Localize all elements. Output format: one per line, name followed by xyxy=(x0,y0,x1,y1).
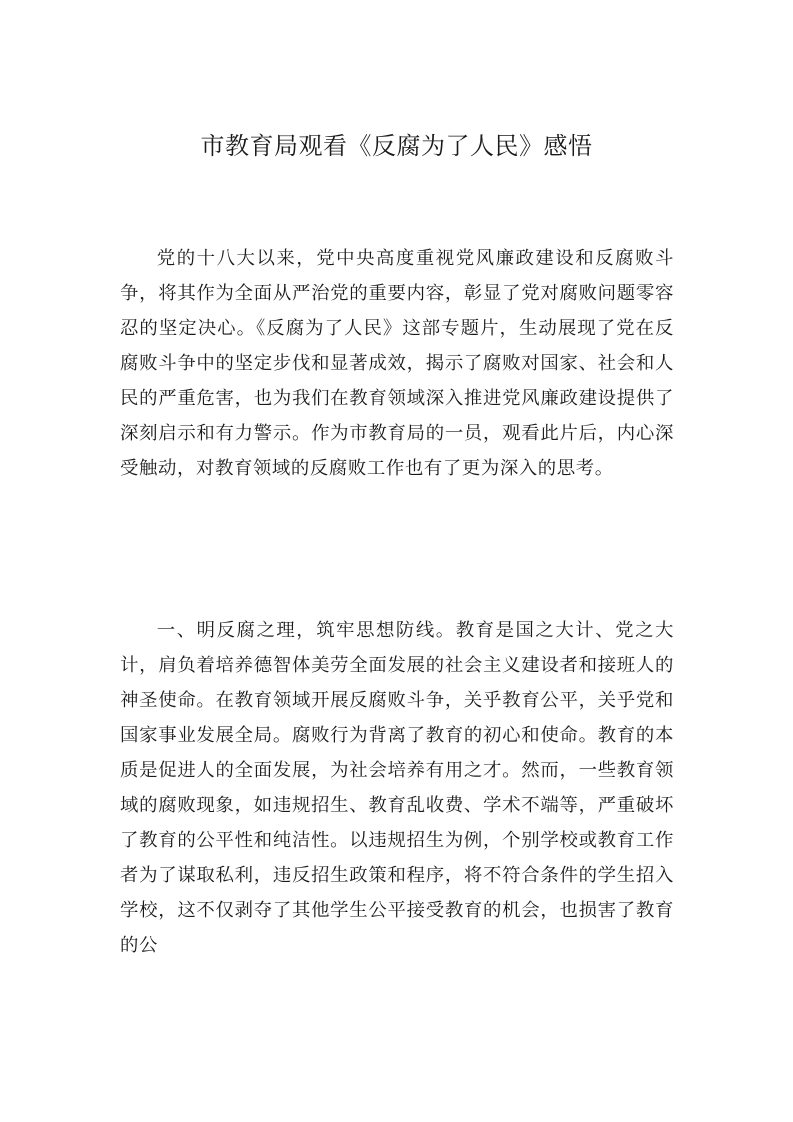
paragraph-intro: 党的十八大以来，党中央高度重视党风廉政建设和反腐败斗争，将其作为全面从严治党的重要内容，彰显了党对腐败问题零容忍的坚定决心。《反腐为了人民》这部专题片，生动展现了党在反腐败斗争中的坚定步伐和显著成效，揭示了腐败对国家、社会和人民的严重危害，也为我们在教育领域深入推进党风廉政建设提供了深刻启示和有力警示。作为市教育局的一员，观看此片后，内心深受触动，对教育领域的反腐败工作也有了更为深入的思考。 xyxy=(120,248,674,479)
paragraph-section-one: 一、明反腐之理，筑牢思想防线。教育是国之大计、党之大计，肩负着培养德智体美劳全面发展的社会主义建设者和接班人的神圣使命。在教育领域开展反腐败斗争，关乎教育公平，关乎党和国家事业发展全局。腐败行为背离了教育的初心和使命。教育的本质是促进人的全面发展，为社会培养有用之才。然而，一些教育领域的腐败现象，如违规招生、教育乱收费、学术不端等，严重破坏了教育的公平性和纯洁性。以违规招生为例，个别学校或教育工作者为了谋取私利，违反招生政策和程序，将不符合条件的学生招入学校，这不仅剥夺了其他学生公平接受教育的机会，也损害了教育的公 xyxy=(120,620,674,956)
document-title: 市教育局观看《反腐为了人民》感悟 xyxy=(200,132,593,160)
